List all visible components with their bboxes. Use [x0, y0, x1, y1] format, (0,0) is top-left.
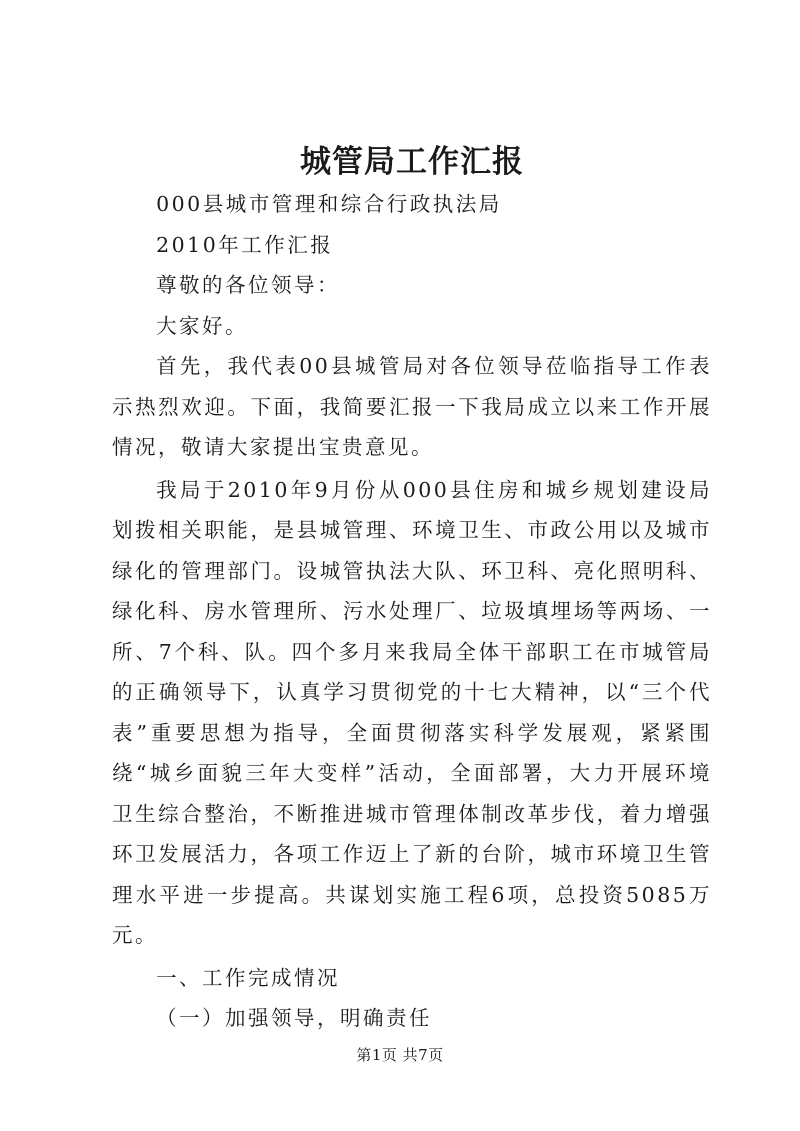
org-name-line: 000县城市管理和综合行政执法局 — [156, 192, 502, 216]
greeting-line: 大家好。 — [156, 313, 249, 338]
report-year-line: 2010年工作汇报 — [156, 232, 334, 257]
document-body — [112, 184, 712, 1039]
salutation-line: 尊敬的各位领导： — [156, 273, 341, 297]
document-page — [112, 0, 712, 1131]
page-footer: 第1页 共7页 — [356, 1046, 444, 1064]
subsection-heading-1: （一）加强领导，明确责任 — [156, 1006, 433, 1030]
background-paragraph: 我局于2010年9月份从000县住房和城乡规划建设局划拨相关职能，是县城管理、环境卫生、市政公用以及城市绿化的管理部门。设城管执法大队、环卫科、亮化照明科、绿化科、房水管理所、污水处理厂、垃圾填埋场等两场、一所、7个科、队。四个多月来我局全体干部职工在市城管局的正确领导下，认真学习贯彻党的十七大精神，以“三个代表”重要思想为指导，全面贯彻落实科学发展观，紧紧围绕“城乡面貌三年大变样”活动，全面部署，大力开展环境卫生综合整治，不断推进城市管理体制改革步伐，着力增强环卫发展活力，各项工作迈上了新的台阶，城市环境卫生管理水平进一步提高。共谋划实施工程6项，总投资5085万元。 — [112, 477, 712, 947]
document-title: 城管局工作汇报 — [300, 144, 524, 180]
intro-paragraph: 首先，我代表00县城管局对各位领导莅临指导工作表示热烈欢迎。下面，我简要汇报一下我局成立以来工作开展情况，敬请大家提出宝贵意见。 — [112, 354, 712, 459]
section-heading-1: 一、工作完成情况 — [156, 965, 341, 990]
